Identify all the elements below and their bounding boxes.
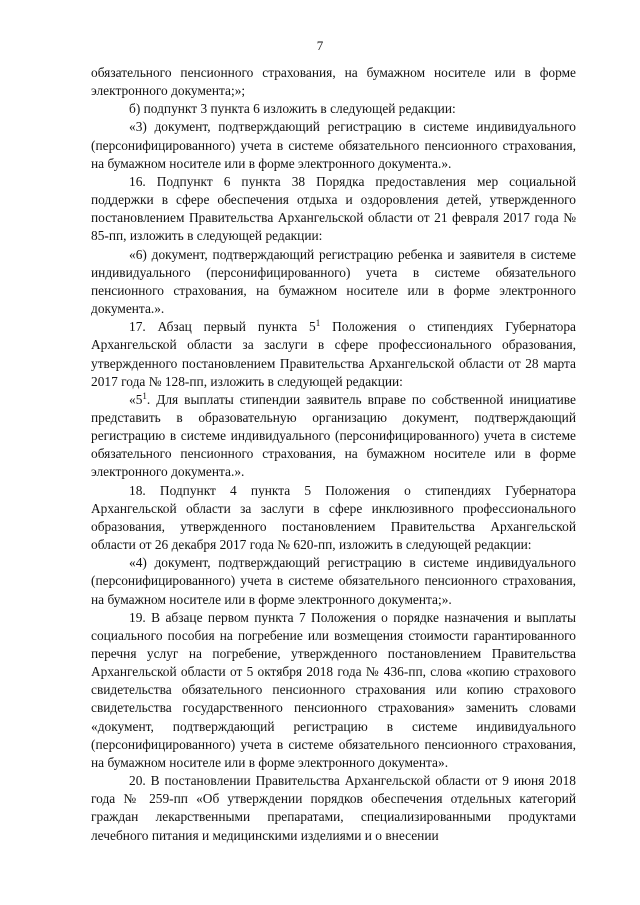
paragraph-subitem-b: б) подпункт 3 пункта 6 изложить в следующей редакции: [129, 101, 456, 117]
paragraph-item-18: 18. Подпункт 4 пункта 5 Положения о стипендиях Губернатора Архангельской области за заслуги в сфере инклюзивного профессионального образования, утвержденного постановлением Правительства Архангельской области от 26 декабря 2017 года № 620-пп, изложить в следующей редакции: [91, 482, 576, 553]
page-number: 7 [316, 38, 324, 53]
item-17-superscript: 1 [315, 318, 321, 329]
paragraph-item-16: 16. Подпункт 6 пункта 38 Порядка предоставления мер социальной поддержки в сфере обеспечения отдыха и оздоровления детей, утвержденного постановлением Правительства Архангельской области от 21 февраля 2017 года № 85-пп, изложить в следующей редакции: [91, 173, 576, 244]
quote-5-1-text-after: . Для выплаты стипендии заявитель вправе по собственной инициативе представить в образовательную организацию документ, подтверждающий регистрацию в системе индивидуального (персонифицированного) учета в системе обязательного пенсионного страхования, на бумажном носителе или в форме электронного документа.». [91, 391, 576, 480]
paragraph-item-19: 19. В абзаце первом пункта 7 Положения о порядке назначения и выплаты социального пособия на погребение или возмещения стоимости гарантированного перечня услуг на погребение, утвержденного постановлением Правительства Архангельской области от 5 октября 2018 года № 436-пп, слова «копию страхового свидетельства обязательного пенсионного страхования или копию страхового свидетельства государственного пенсионного страхования» заменить словами «документ, подтверждающий регистрацию в системе индивидуального (персонифицированного) учета в системе обязательного пенсионного страхования, на бумажном носителе или в форме электронного документа». [91, 609, 576, 770]
item-17-text-after: Положения о стипендиях Губернатора Архангельской области за заслуги в сфере профессионального образования, утвержденного постановлением Правительства Архангельской области от 28 марта 2017 года № 128-пп, изложить в следующей редакции: [91, 319, 576, 389]
quote-5-1-text-before: «5 [129, 391, 143, 407]
document-body [91, 64, 576, 845]
paragraph-continuation: обязательного пенсионного страхования, на бумажном носителе или в форме электронного документа;»; [91, 65, 576, 99]
item-17-text-before: 17. Абзац первый пункта 5 [129, 319, 316, 335]
paragraph-item-17 [91, 318, 576, 391]
quote-5-1-superscript: 1 [142, 390, 147, 401]
paragraph-item-20: 20. В постановлении Правительства Архангельской области от 9 июня 2018 года № 259-пп «Об утверждении порядков обеспечения отдельных категорий граждан лекарственными препаратами, специализированными продуктами лечебного питания и медицинскими изделиями и о внесении [91, 773, 576, 843]
paragraph-quote-6: «6) документ, подтверждающий регистрацию ребенка и заявителя в системе индивидуального (персонифицированного) учета в системе обязательного пенсионного страхования, на бумажном носителе или в форме электронного документа.». [91, 246, 576, 317]
paragraph-quote-5-1 [91, 391, 576, 482]
paragraph-quote-4: «4) документ, подтверждающий регистрацию в системе индивидуального (персонифицированного) учета в системе обязательного пенсионного страхования, на бумажном носителе или в форме электронного документа;». [91, 555, 576, 607]
paragraph-quote-3: «3) документ, подтверждающий регистрацию в системе индивидуального (персонифицированного) учета в системе обязательного пенсионного страхования, на бумажном носителе или в форме электронного документа.». [91, 119, 576, 171]
